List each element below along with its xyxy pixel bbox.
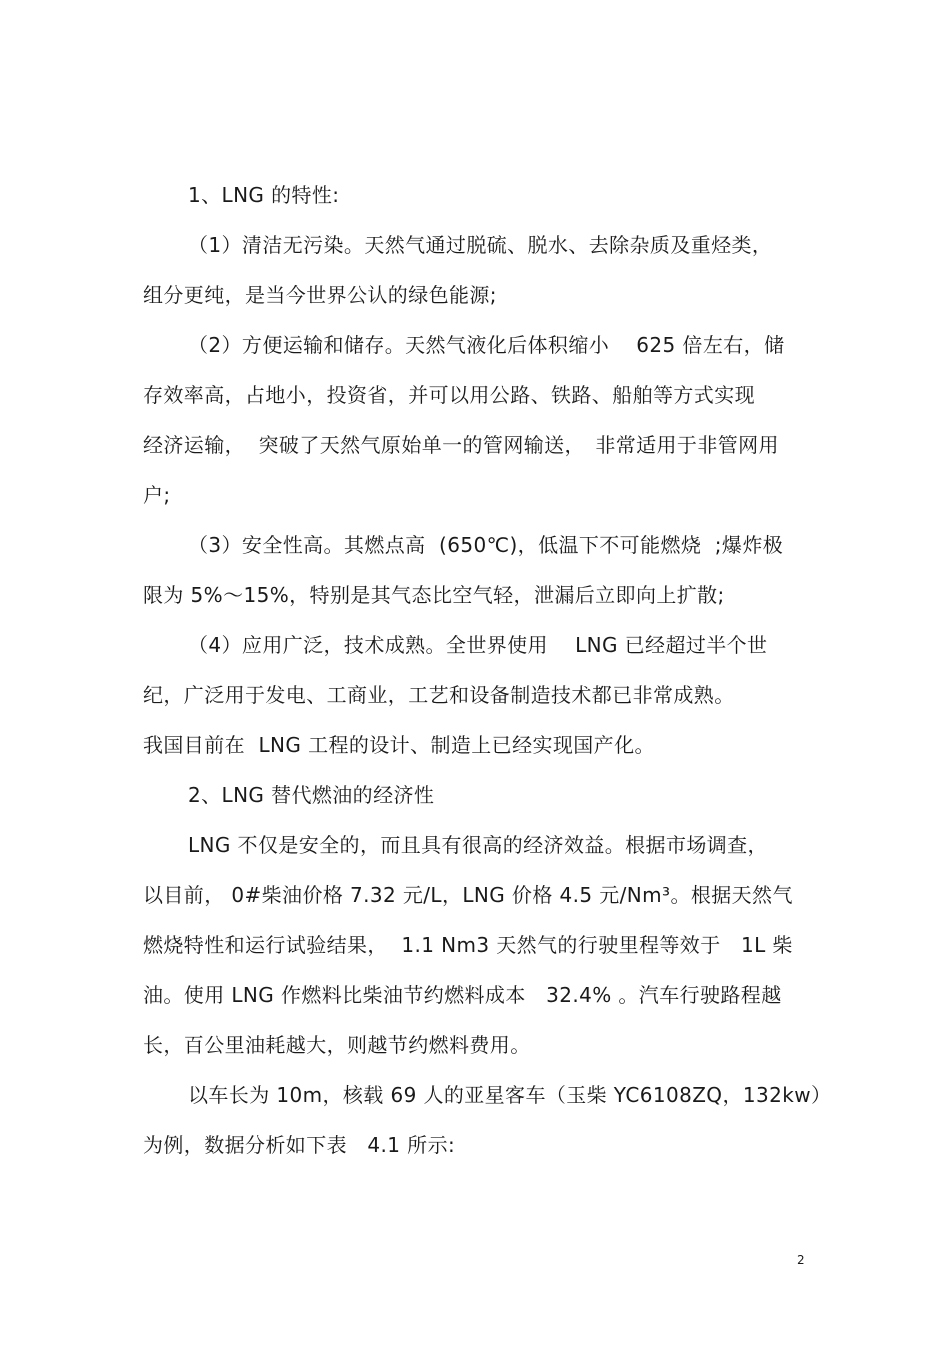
section-heading-lng-economics: 2、LNG 替代燃油的经济性	[188, 783, 435, 807]
paragraph-line: （2）方便运输和储存。天然气液化后体积缩小 625 倍左右，储	[188, 333, 785, 357]
paragraph-line: 燃烧特性和运行试验结果， 1.1 Nm3 天然气的行驶里程等效于 1L 柴	[143, 933, 793, 957]
paragraph-line: （3）安全性高。其燃点高 (650℃)，低温下不可能燃烧 ;爆炸极	[188, 533, 784, 557]
paragraph-line: （4）应用广泛，技术成熟。全世界使用 LNG 已经超过半个世	[188, 633, 768, 657]
paragraph-line: 我国目前在 LNG 工程的设计、制造上已经实现国产化。	[143, 733, 655, 757]
paragraph-line: 以车长为 10m，核载 69 人的亚星客车（玉柴 YC6108ZQ，132kw）	[188, 1083, 832, 1107]
paragraph-line: （1）清洁无污染。天然气通过脱硫、脱水、去除杂质及重烃类，	[188, 233, 773, 257]
paragraph-line: 为例，数据分析如下表 4.1 所示:	[143, 1133, 456, 1157]
section-heading-lng-properties: 1、LNG 的特性:	[188, 183, 340, 207]
paragraph-line: 纪，广泛用于发电、工商业，工艺和设备制造技术都已非常成熟。	[143, 683, 735, 707]
paragraph-line: 存效率高，占地小，投资省，并可以用公路、铁路、船舶等方式实现	[143, 383, 755, 407]
page-number: 2	[797, 1253, 805, 1267]
paragraph-line: 长，百公里油耗越大，则越节约燃料费用。	[143, 1033, 531, 1057]
paragraph-line: LNG 不仅是安全的，而且具有很高的经济效益。根据市场调查，	[188, 833, 768, 857]
paragraph-line: 油。使用 LNG 作燃料比柴油节约燃料成本 32.4% 。汽车行驶路程越	[143, 983, 782, 1007]
paragraph-line: 限为 5%～15%，特别是其气态比空气轻，泄漏后立即向上扩散;	[143, 583, 725, 607]
paragraph-line: 组分更纯，是当今世界公认的绿色能源;	[143, 283, 497, 307]
paragraph-line: 以目前， 0#柴油价格 7.32 元/L，LNG 价格 4.5 元/Nm³。根据天然气	[143, 883, 793, 907]
paragraph-line: 经济运输， 突破了天然气原始单一的管网输送， 非常适用于非管网用	[143, 433, 779, 457]
paragraph-line: 户;	[143, 483, 171, 507]
